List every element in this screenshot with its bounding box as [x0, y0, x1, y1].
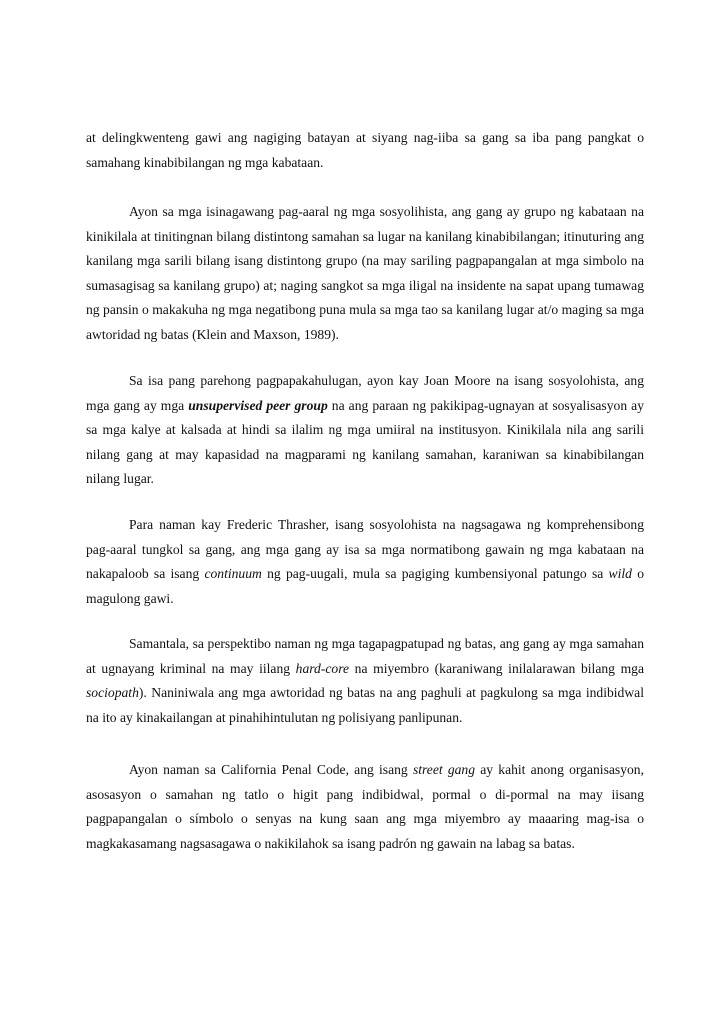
emphasis-sociopath: sociopath [86, 685, 139, 701]
paragraph-5-text-middle: na miyembro (karaniwang inilalarawan bilang mga [349, 660, 644, 676]
paragraph-4-text-after: o magulong gawi. [86, 566, 645, 606]
paragraph-6-text-before: Ayon naman sa California Penal Code, ang isang [129, 762, 413, 777]
emphasis-wild: wild [608, 566, 632, 582]
emphasis-hard-core: hard-core [295, 660, 350, 676]
paragraph-4-text-before: Para naman kay Frederic Thrasher, isang sosyolohista na nagsagawa ng komprehensibong pag-aaral tungkol sa gang, ang mga gang ay isa sa mga normatibong gawain ng mga kabataan na nakapaloob sa isang [86, 517, 644, 582]
paragraph-5 [86, 632, 644, 730]
emphasis-continuum: continuum [204, 566, 262, 582]
paragraph-4 [86, 513, 644, 611]
paragraph-1: at delingkwenteng gawi ang nagiging batayan at siyang nag-iiba sa gang sa iba pang pangkat o samahang kinabibilangan ng mga kabataan. [86, 130, 644, 170]
paragraph-3 [86, 369, 644, 492]
paragraph-6 [86, 758, 644, 856]
paragraph-4-text-middle: ng pag-uugali, mula sa pagiging kumbensiyonal patungo sa [261, 566, 609, 582]
paragraph-3-text-after: na ang paraan ng pakikipag-ugnayan at sosyalisasyon ay sa mga kalye at kalsada at hindi sa ilalim ng mga umiiral na institusyon. Kinikilala nila ang sarili nilang gang at may kapasidad na magparami ng kanilang samahan, karaniwan sa kinabibilangan nilang lugar. [86, 397, 644, 487]
paragraph-2: Ayon sa mga isinagawang pag-aaral ng mga sosyolihista, ang gang ay grupo ng kabataan na kinikilala at tinitingnan bilang distintong samahan sa lugar na kanilang kinabibilangan; itinuturing ang kanilang mga sarili bilang isang distintong grupo (na may sariling pagpapangalan at mga simbolo na sumasagisag sa kanilang grupo) at; naging sangkot sa mga iligal na insidente na sapat upang tumawag ng pansin o makakuha ng mga negatibong puna mula sa mga tao sa kanilang lugar at/o maging sa mga awtoridad ng batas (Klein and Maxson, 1989). [86, 204, 644, 342]
paragraph-6-text-after: ay kahit anong organisasyon, asosasyon o samahan ng tatlo o higit pang indibidwal, pormal o di-pormal na may iisang pagpapangalan o símbolo o senyas na kung saan ang mga miyembro ay maaaring mag-isa o magkakasamang nagsasagawa o nakikilahok sa isang padrón ng gawain na labag sa batas. [86, 762, 644, 851]
paragraph-3-text-before: Sa isa pang parehong pagpapakahulugan, ayon kay Joan Moore na isang sosyolohista, ang mga gang ay mga [86, 373, 644, 413]
paragraph-5-text-after: ). Naniniwala ang mga awtoridad ng batas na ang paghuli at pagkulong sa mga indibidwal na ito ay kinakailangan at pinahihintulutan ng polisiyang panlipunan. [86, 685, 644, 725]
emphasis-unsupervised-peer-group: unsupervised peer group [188, 397, 328, 413]
paragraph-5-text-before: Samantala, sa perspektibo naman ng mga tagapagpatupad ng batas, ang gang ay mga samahan at ugnayang kriminal na may iilang [86, 636, 644, 676]
emphasis-street-gang: street gang [412, 762, 476, 777]
